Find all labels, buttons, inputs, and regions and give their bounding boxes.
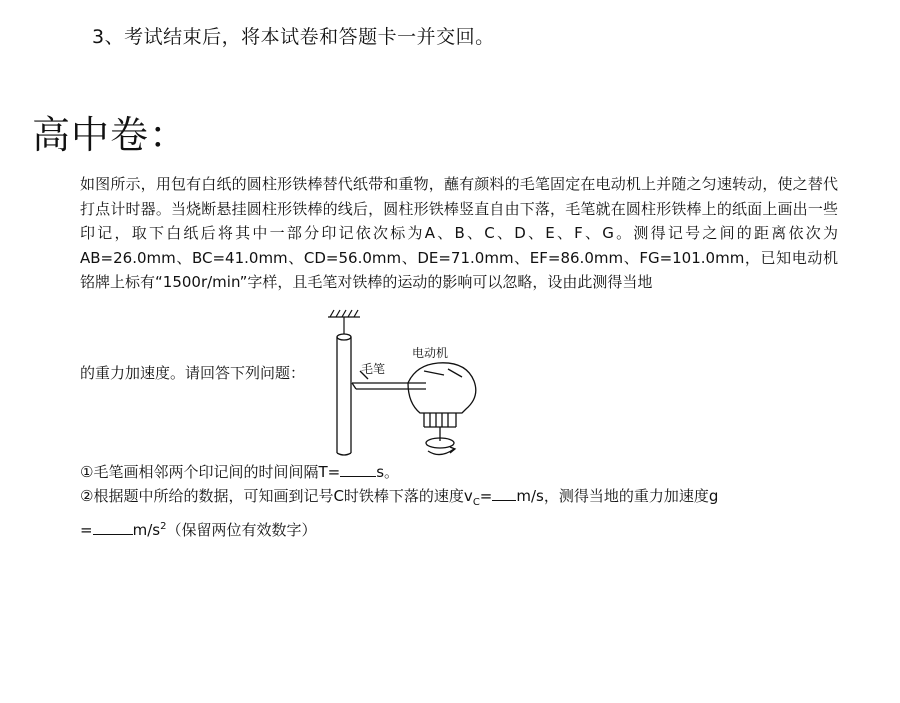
- questions: [80, 460, 838, 542]
- motor-label: 电动机: [412, 346, 449, 360]
- apparatus-diagram: [316, 305, 556, 465]
- ceiling-support: [328, 310, 360, 317]
- q2-equals: =: [479, 487, 493, 505]
- q2-superscript: 2: [160, 521, 167, 532]
- iron-rod: [337, 334, 351, 455]
- problem-statement: [80, 172, 838, 295]
- q1-prefix: ①毛笔画相邻两个印记间的时间间隔T=: [80, 463, 341, 481]
- figure-row: [80, 305, 838, 465]
- q1-suffix: s。: [376, 463, 400, 481]
- figure-lead-text: 的重力加速度。请回答下列问题：: [80, 364, 306, 382]
- q2-prefix: ②根据题中所给的数据，可知画到记号C时铁棒下落的速度v: [80, 487, 473, 505]
- q2-subscript: C: [472, 497, 480, 508]
- q2-unit: m/s，测得当地的重力加速度g: [516, 487, 719, 505]
- q2-line2-suffix: （保留两位有效数字）: [166, 521, 317, 539]
- question-2: [80, 484, 838, 515]
- q2-line2-unit: m/s: [132, 521, 161, 539]
- motor: [408, 363, 476, 455]
- brush-label: 毛笔: [361, 362, 386, 376]
- q1-answer-blank[interactable]: [340, 462, 376, 477]
- question-1: [80, 460, 838, 484]
- q2-line2-prefix: =: [80, 521, 93, 539]
- question-2-line-2: [80, 515, 838, 542]
- exam-instruction: 3、考试结束后，将本试卷和答题卡一并交回。: [92, 26, 495, 48]
- problem-paragraph: 如图所示，用包有白纸的圆柱形铁棒替代纸带和重物，蘸有颜料的毛笔固定在电动机上并随之匀速转动，使之替代打点计时器。当烧断悬挂圆柱形铁棒的线后，圆柱形铁棒竖直自由下落，毛笔就在圆柱形铁棒上的纸面上画出一些印记，取下白纸后将其中一部分印记依次标为A、B、C、D、E、F、G。测得记号之间的距离依次为AB=26.0mm、BC=41.0mm、CD=56.0mm、DE=71.0mm、EF=86.0mm、FG=101.0mm，已知电动机铭牌上标有“1500r/min”字样，且毛笔对铁棒的运动的影响可以忽略，设由此测得当地: [80, 175, 838, 291]
- q2-velocity-blank[interactable]: [492, 486, 516, 501]
- q2-gravity-blank[interactable]: [93, 520, 133, 535]
- section-title: 高中卷：: [32, 113, 189, 157]
